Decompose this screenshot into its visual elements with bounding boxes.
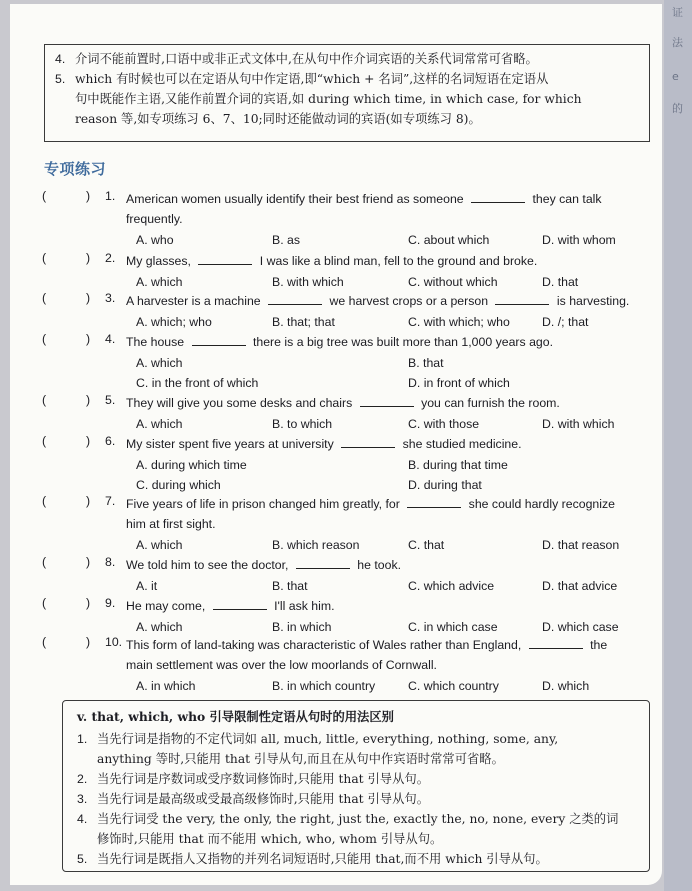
answer-paren-close: ) bbox=[86, 596, 91, 610]
answer-option[interactable]: A. which bbox=[136, 538, 183, 552]
text-segment: 当先行词是序数词或受序数词修饰时,只能用 that 引导从句。 bbox=[97, 772, 429, 786]
answer-option[interactable]: C. with which; who bbox=[408, 315, 510, 329]
rule-number: 3. bbox=[77, 792, 88, 806]
answer-paren-close: ) bbox=[86, 393, 91, 407]
question-stem bbox=[126, 332, 654, 352]
answer-option[interactable]: B. during that time bbox=[408, 458, 508, 472]
answer-paren-close: ) bbox=[86, 291, 91, 305]
grammar-rule bbox=[55, 49, 643, 69]
answer-option[interactable]: D. with whom bbox=[542, 233, 616, 247]
answer-option[interactable]: D. /; that bbox=[542, 315, 589, 329]
answer-option[interactable]: B. which reason bbox=[272, 538, 360, 552]
question-stem bbox=[126, 494, 654, 534]
rule-number: 5. bbox=[77, 852, 88, 866]
grammar-rule bbox=[77, 789, 643, 809]
answer-blank[interactable] bbox=[407, 497, 461, 508]
answer-paren-close: ) bbox=[86, 555, 91, 569]
answer-option[interactable]: C. which advice bbox=[408, 579, 495, 593]
rule-text-line bbox=[75, 109, 643, 129]
answer-option[interactable]: A. which bbox=[136, 620, 183, 634]
text-segment: They will give you some desks and chairs bbox=[126, 396, 356, 410]
answer-option[interactable]: A. which bbox=[136, 417, 183, 431]
question-number: 7. bbox=[105, 494, 116, 508]
answer-option[interactable]: D. that bbox=[542, 275, 579, 289]
answer-blank[interactable] bbox=[213, 599, 267, 610]
rule-text-line bbox=[97, 809, 643, 829]
text-segment: main settlement was over the low moorlands of Cornwall. bbox=[126, 658, 437, 672]
page-sheet bbox=[10, 4, 662, 885]
grammar-rule bbox=[77, 809, 643, 849]
text-segment: anything 等时,只能用 that 引导从句,而且在从句中作宾语时常常可省略。 bbox=[97, 752, 504, 766]
text-segment: they can talk bbox=[529, 192, 602, 206]
answer-blank[interactable] bbox=[192, 335, 246, 346]
grammar-notes-box-bottom bbox=[62, 700, 650, 872]
answer-option[interactable]: A. which bbox=[136, 356, 183, 370]
question-text-line bbox=[126, 393, 654, 413]
answer-option[interactable]: C. about which bbox=[408, 233, 490, 247]
grammar-rule bbox=[77, 729, 643, 769]
rule-text-line bbox=[75, 69, 643, 89]
answer-option[interactable]: D. during that bbox=[408, 478, 482, 492]
section-title: 专项练习 bbox=[44, 160, 107, 178]
rule-text-line bbox=[97, 769, 643, 789]
question-number: 8. bbox=[105, 555, 116, 569]
text-segment: we harvest crops or a person bbox=[326, 294, 492, 308]
question-number: 1. bbox=[105, 189, 116, 203]
answer-paren-close: ) bbox=[86, 635, 91, 649]
rule-text-line bbox=[97, 849, 643, 869]
question-text-line bbox=[126, 635, 654, 655]
question-text-line bbox=[126, 209, 654, 229]
answer-option[interactable]: C. in the front of which bbox=[136, 376, 259, 390]
question-number: 2. bbox=[105, 251, 116, 265]
grammar-rule bbox=[77, 849, 643, 869]
answer-option[interactable]: B. to which bbox=[272, 417, 333, 431]
answer-paren-open[interactable]: ( bbox=[42, 635, 47, 649]
answer-option[interactable]: A. who bbox=[136, 233, 174, 247]
answer-option[interactable]: B. that; that bbox=[272, 315, 335, 329]
answer-option[interactable]: C. in which case bbox=[408, 620, 498, 634]
answer-paren-close: ) bbox=[86, 494, 91, 508]
question-text-line bbox=[126, 251, 654, 271]
text-segment: 当先行词是最高级或受最高级修饰时,只能用 that 引导从句。 bbox=[97, 792, 429, 806]
answer-paren-open[interactable]: ( bbox=[42, 291, 47, 305]
answer-paren-open[interactable]: ( bbox=[42, 555, 47, 569]
answer-blank[interactable] bbox=[268, 294, 322, 305]
edge-character: 法 bbox=[672, 36, 683, 49]
grammar-rule bbox=[55, 69, 643, 129]
question-text-line bbox=[126, 494, 654, 514]
question-number: 3. bbox=[105, 291, 116, 305]
question-stem bbox=[126, 291, 654, 311]
grammar-rule bbox=[77, 769, 643, 789]
answer-option[interactable]: B. that bbox=[272, 579, 308, 593]
text-segment: frequently. bbox=[126, 212, 183, 226]
rule-number: 4. bbox=[77, 812, 88, 826]
rule-number: 4. bbox=[55, 52, 66, 66]
rule-text-line bbox=[75, 49, 643, 69]
text-segment: is harvesting. bbox=[553, 294, 630, 308]
text-segment: Five years of life in prison changed him greatly, for bbox=[126, 497, 404, 511]
text-segment: He may come, bbox=[126, 599, 209, 613]
text-segment: 介词不能前置时,口语中或非正式文体中,在从句中作介词宾语的关系代词常常可省略。 bbox=[75, 52, 538, 66]
answer-option[interactable]: D. that reason bbox=[542, 538, 620, 552]
text-segment: which 有时候也可以在定语从句中作定语,即“which + 名词”,这样的名词短语在定语从 bbox=[75, 72, 549, 86]
answer-paren-open[interactable]: ( bbox=[42, 393, 47, 407]
text-segment: he took. bbox=[353, 558, 402, 572]
answer-blank[interactable] bbox=[296, 558, 350, 569]
box-heading: v. that, which, who 引导限制性定语从句时的用法区别 bbox=[77, 709, 394, 724]
grammar-notes-box-top bbox=[44, 44, 650, 142]
text-segment: 当先行词是指物的不定代词如 all, much, little, everything, nothing, some, any, bbox=[97, 732, 559, 746]
question-number: 6. bbox=[105, 434, 116, 448]
text-segment: 当先行词受 the very, the only, the right, just the, exactly the, no, none, every 之类的词 bbox=[97, 812, 619, 826]
answer-blank[interactable] bbox=[360, 396, 414, 407]
text-segment: 当先行词是既指人又指物的并列名词短语时,只能用 that,而不用 which 引导从句。 bbox=[97, 852, 548, 866]
question-number: 5. bbox=[105, 393, 116, 407]
question-text-line bbox=[126, 434, 654, 454]
text-segment: she studied medicine. bbox=[399, 437, 522, 451]
text-segment: reason 等,如专项练习 6、7、10;同时还能做动词的宾语(如专项练习 8)。 bbox=[75, 112, 481, 126]
answer-option[interactable]: B. as bbox=[272, 233, 301, 247]
question-stem bbox=[126, 189, 654, 229]
question-text-line bbox=[126, 189, 654, 209]
question-stem bbox=[126, 596, 654, 616]
answer-option[interactable]: A. which; who bbox=[136, 315, 212, 329]
answer-paren-close: ) bbox=[86, 251, 91, 265]
text-segment: she could hardly recognize bbox=[465, 497, 615, 511]
text-segment: American women usually identify their best friend as someone bbox=[126, 192, 468, 206]
text-segment: the bbox=[586, 638, 608, 652]
answer-paren-open[interactable]: ( bbox=[42, 494, 47, 508]
answer-option[interactable]: D. which bbox=[542, 679, 590, 693]
text-segment: My sister spent five years at university bbox=[126, 437, 338, 451]
answer-blank[interactable] bbox=[495, 294, 549, 305]
text-segment: there is a big tree was built more than 1,000 years ago. bbox=[249, 335, 554, 349]
rule-text-line bbox=[97, 749, 643, 769]
answer-paren-close: ) bbox=[86, 189, 91, 203]
question-text-line bbox=[126, 291, 654, 311]
answer-paren-open[interactable]: ( bbox=[42, 189, 47, 203]
question-number: 10. bbox=[105, 635, 123, 649]
question-text-line bbox=[126, 332, 654, 352]
text-segment: you can furnish the room. bbox=[417, 396, 560, 410]
rule-number: 2. bbox=[77, 772, 88, 786]
text-segment: I was like a blind man, fell to the ground and broke. bbox=[256, 254, 538, 268]
edge-character: 的 bbox=[672, 102, 683, 115]
answer-option[interactable]: A. which bbox=[136, 275, 183, 289]
text-segment: The house bbox=[126, 335, 188, 349]
answer-option[interactable]: C. during which bbox=[136, 478, 221, 492]
answer-option[interactable]: C. which country bbox=[408, 679, 499, 693]
text-segment: I'll ask him. bbox=[270, 599, 335, 613]
answer-blank[interactable] bbox=[529, 638, 583, 649]
question-number: 4. bbox=[105, 332, 116, 346]
answer-option[interactable]: B. with which bbox=[272, 275, 344, 289]
question-stem bbox=[126, 251, 654, 271]
text-segment: 修饰时,只能用 that 而不能用 which, who, whom 引导从句。 bbox=[97, 832, 443, 846]
question-text-line bbox=[126, 655, 654, 675]
question-stem bbox=[126, 393, 654, 413]
question-stem bbox=[126, 434, 654, 454]
answer-option[interactable]: B. that bbox=[408, 356, 444, 370]
answer-paren-close: ) bbox=[86, 434, 91, 448]
question-number: 9. bbox=[105, 596, 116, 610]
answer-option[interactable]: A. in which bbox=[136, 679, 196, 693]
question-stem bbox=[126, 635, 654, 675]
text-segment: My glasses, bbox=[126, 254, 195, 268]
edge-character: 证 bbox=[672, 6, 683, 19]
answer-option[interactable]: D. with which bbox=[542, 417, 615, 431]
answer-paren-open[interactable]: ( bbox=[42, 596, 47, 610]
text-segment: 句中既能作主语,又能作前置介词的宾语,如 during which time, in which case, for which bbox=[75, 92, 582, 106]
question-stem bbox=[126, 555, 654, 575]
answer-option[interactable]: D. which case bbox=[542, 620, 619, 634]
rule-number: 5. bbox=[55, 72, 66, 86]
answer-option[interactable]: C. that bbox=[408, 538, 445, 552]
answer-option[interactable]: A. it bbox=[136, 579, 158, 593]
answer-option[interactable]: B. in which bbox=[272, 620, 332, 634]
rule-text-line bbox=[75, 89, 643, 109]
answer-option[interactable]: D. that advice bbox=[542, 579, 618, 593]
answer-option[interactable]: B. in which country bbox=[272, 679, 376, 693]
answer-blank[interactable] bbox=[198, 254, 252, 265]
answer-option[interactable]: C. with those bbox=[408, 417, 480, 431]
answer-paren-open[interactable]: ( bbox=[42, 251, 47, 265]
answer-paren-open[interactable]: ( bbox=[42, 434, 47, 448]
answer-blank[interactable] bbox=[471, 192, 525, 203]
answer-paren-close: ) bbox=[86, 332, 91, 346]
answer-option[interactable]: C. without which bbox=[408, 275, 498, 289]
question-text-line bbox=[126, 596, 654, 616]
rule-text-line bbox=[97, 829, 643, 849]
adjacent-page-edge bbox=[664, 0, 692, 891]
rule-text-line bbox=[97, 729, 643, 749]
text-segment: A harvester is a machine bbox=[126, 294, 265, 308]
rule-number: 1. bbox=[77, 732, 88, 746]
text-segment: We told him to see the doctor, bbox=[126, 558, 292, 572]
question-text-line bbox=[126, 514, 654, 534]
answer-blank[interactable] bbox=[341, 437, 395, 448]
text-segment: This form of land-taking was characteristic of Wales rather than England, bbox=[126, 638, 525, 652]
question-text-line bbox=[126, 555, 654, 575]
answer-paren-open[interactable]: ( bbox=[42, 332, 47, 346]
answer-option[interactable]: A. during which time bbox=[136, 458, 247, 472]
edge-character: e bbox=[672, 70, 679, 83]
answer-option[interactable]: D. in front of which bbox=[408, 376, 510, 390]
rule-text-line bbox=[97, 789, 643, 809]
text-segment: him at first sight. bbox=[126, 517, 216, 531]
